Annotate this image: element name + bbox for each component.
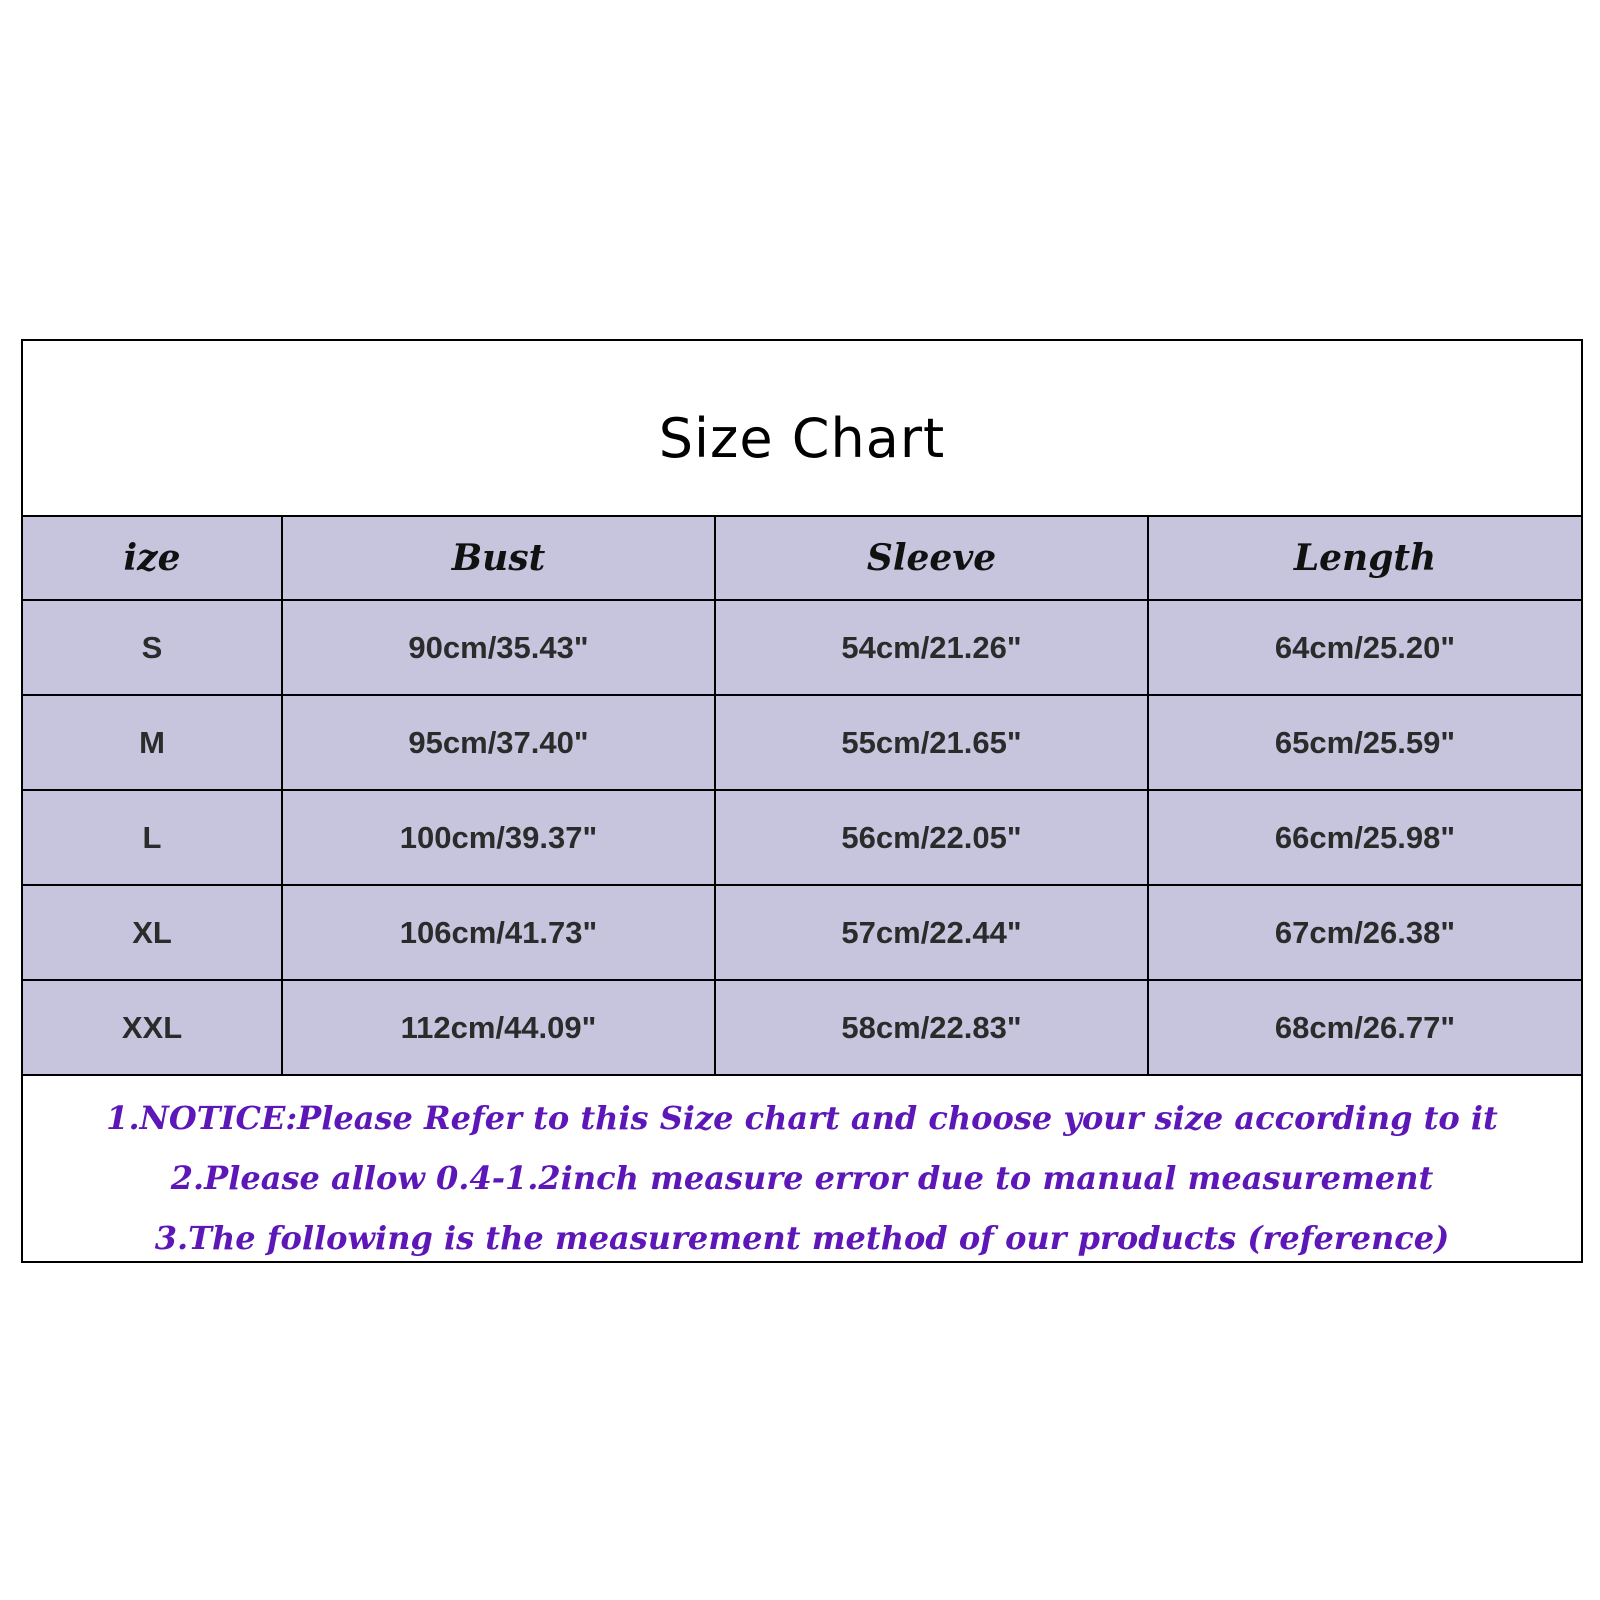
sleeve-cell: 57cm/22.44" [715, 885, 1148, 980]
size-chart [21, 339, 1583, 1263]
title-area [23, 341, 1581, 517]
note-line: 3.The following is the measurement method of our products (reference) [154, 1219, 1450, 1257]
table-row [23, 885, 1581, 980]
length-cell: 68cm/26.77" [1148, 980, 1581, 1075]
table-row [23, 695, 1581, 790]
header-sleeve: Sleeve [715, 517, 1148, 600]
table-row [23, 600, 1581, 695]
chart-title: Size Chart [658, 406, 946, 470]
bust-cell: 100cm/39.37" [282, 790, 715, 885]
header-row [23, 517, 1581, 600]
notes-section [23, 1076, 1581, 1268]
length-cell: 66cm/25.98" [1148, 790, 1581, 885]
sleeve-cell: 58cm/22.83" [715, 980, 1148, 1075]
header-bust: Bust [282, 517, 715, 600]
bust-cell: 106cm/41.73" [282, 885, 715, 980]
size-table [23, 517, 1581, 1076]
sleeve-cell: 55cm/21.65" [715, 695, 1148, 790]
sleeve-cell: 56cm/22.05" [715, 790, 1148, 885]
bust-cell: 95cm/37.40" [282, 695, 715, 790]
length-cell: 65cm/25.59" [1148, 695, 1581, 790]
size-cell: XXL [23, 980, 282, 1075]
length-cell: 64cm/25.20" [1148, 600, 1581, 695]
note-line: 1.NOTICE:Please Refer to this Size chart and choose your size according to it [106, 1099, 1498, 1137]
size-cell: S [23, 600, 282, 695]
size-cell: L [23, 790, 282, 885]
table-row [23, 790, 1581, 885]
table-row [23, 980, 1581, 1075]
bust-cell: 90cm/35.43" [282, 600, 715, 695]
header-size: ize [23, 517, 282, 600]
size-cell: M [23, 695, 282, 790]
note-line: 2.Please allow 0.4-1.2inch measure error due to manual measurement [170, 1159, 1434, 1197]
bust-cell: 112cm/44.09" [282, 980, 715, 1075]
sleeve-cell: 54cm/21.26" [715, 600, 1148, 695]
size-cell: XL [23, 885, 282, 980]
length-cell: 67cm/26.38" [1148, 885, 1581, 980]
header-length: Length [1148, 517, 1581, 600]
